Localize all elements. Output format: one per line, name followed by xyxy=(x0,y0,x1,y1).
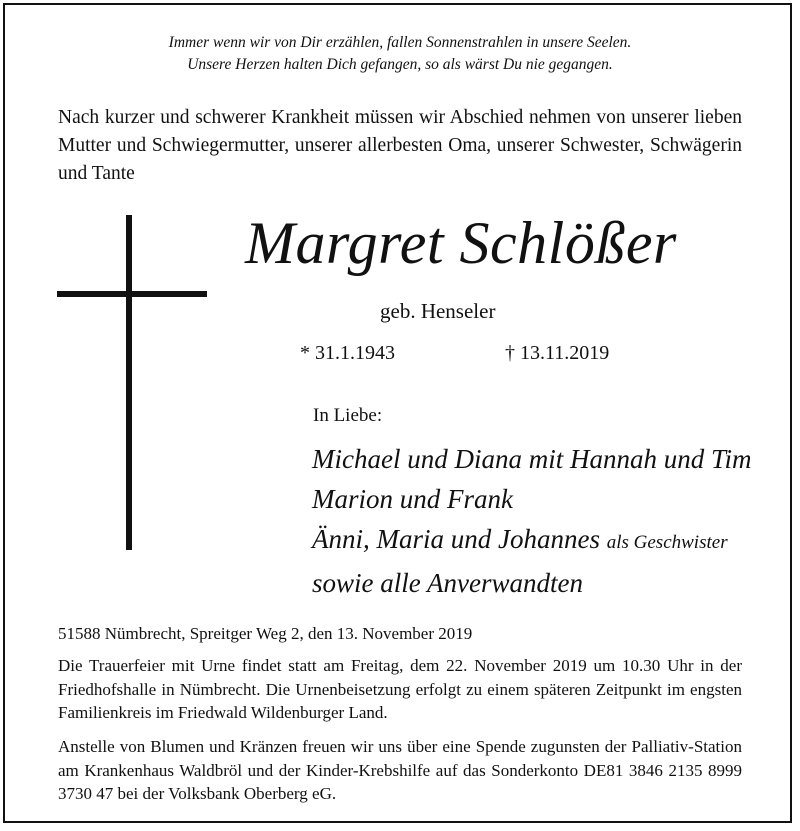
intro-text: Nach kurzer und schwerer Krankheit müssen wir Abschied nehmen von unserer lieben Mutter und Schwiegermutter, unserer allerbesten Oma, unserer Schwester, Schwägerin und Tante xyxy=(58,107,742,184)
mourner-siblings-note: als Geschwister xyxy=(606,532,728,553)
place-and-date: 51588 Nümbrecht, Spreitger Weg 2, den 13. November 2019 xyxy=(58,624,473,643)
cross-icon xyxy=(57,215,207,550)
mourner-siblings: Änni, Maria und Johannes xyxy=(312,524,600,554)
motto-verse xyxy=(0,32,800,76)
funeral-info: Die Trauerfeier mit Urne findet statt am Freitag, dem 22. November 2019 um 10.30 Uhr in der Friedhofshalle in Nümbrecht. Die Urnenbeisetzung erfolgt zu einem späteren Zeitpunkt im engsten Familienkreis im Friedwald Wildenburger Land. xyxy=(58,656,742,722)
motto-line-2: Unsere Herzen halten Dich gefangen, so als wärst Du nie gegangen. xyxy=(187,56,613,73)
mourners-list xyxy=(312,439,782,603)
deceased-name: Margret Schlößer xyxy=(245,210,677,276)
mourner-line xyxy=(312,519,782,563)
cross-horizontal-bar xyxy=(57,291,207,297)
birth-date: * 31.1.1943 xyxy=(300,342,395,364)
motto-line-1: Immer wenn wir von Dir erzählen, fallen Sonnenstrahlen in unsere Seelen. xyxy=(168,34,632,51)
death-date: † 13.11.2019 xyxy=(505,342,610,364)
donation-info: Anstelle von Blumen und Kränzen freuen wir uns über eine Spende zugunsten der Palliativ-Station am Krankenhaus Waldbröl und der Kinder-Krebshilfe auf das Sonderkonto DE81 3846 2135 8999 3730 47 bei der Volksbank Oberberg eG. xyxy=(58,737,742,803)
mourners-label: In Liebe: xyxy=(313,405,383,426)
mourner-line: Marion und Frank xyxy=(312,484,513,514)
mourner-line: Michael und Diana mit Hannah und Tim xyxy=(312,444,752,474)
mourner-line: sowie alle Anverwandten xyxy=(312,568,583,598)
cross-vertical-bar xyxy=(126,215,132,550)
maiden-name: geb. Henseler xyxy=(380,299,496,323)
